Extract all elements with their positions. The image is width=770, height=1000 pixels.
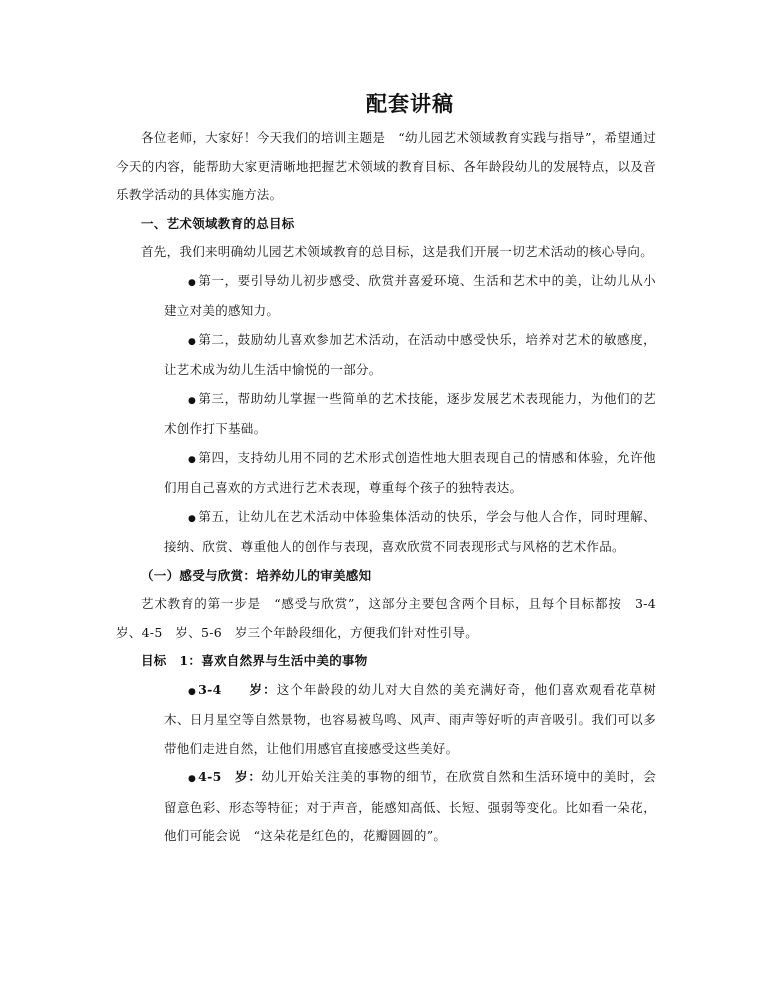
document-body [116,124,669,851]
bullet-icon: ● [188,774,197,784]
bullet-icon: ● [188,336,197,347]
age-label: 3-4 岁： [198,681,277,697]
section-lead-1: 首先，我们来明确幼儿园艺术领域教育的总目标，这是我们开展一切艺术活动的核心导向。 [141,244,654,259]
subsection-heading-1: （一）感受与欣赏：培养幼儿的审美感知 [141,567,372,583]
page-title: 配套讲稿 [366,91,454,116]
bullet-icon: ● [188,454,197,465]
goal-bullet: ● 第四，支持幼儿用不同的艺术形式创造性地大胆表现自己的情感和体验，允许他们用自己喜欢的方式进行艺术表现，尊重每个孩子的独特表达。 [164,444,656,503]
goal-bullet: ● 第三，帮助幼儿掌握一些简单的艺术技能，逐步发展艺术表现能力，为他们的艺术创作打下基础。 [164,385,656,444]
intro-paragraph: 各位老师，大家好！今天我们的培训主题是 “幼儿园艺术领域教育实践与指导”，希望通过今天的内容，能帮助大家更清晰地把握艺术领域的教育目标、各年龄段幼儿的发展特点，以及音乐教学活动的具体实施方法。 [116,130,656,202]
bullet-icon: ● [188,395,197,406]
goal-bullet: ● 第五，让幼儿在艺术活动中体验集体活动的快乐，学会与他人合作，同时理解、接纳、欣赏、尊重他人的创作与表现，喜欢欣赏不同表现形式与风格的艺术作品。 [164,503,656,562]
age-bullet: ● 3-4 岁：这个年龄段的幼儿对大自然的美充满好奇，他们喜欢观看花草树木、日月星空等自然景物，也容易被鸟鸣、风声、雨声等好听的声音吸引。我们可以多带他们走进自然，让他们用感官直接感受这些美好。 [164,676,656,764]
goal-bullet: ● 第一，要引导幼儿初步感受、欣赏并喜爱环境、生活和艺术中的美，让幼儿从小建立对美的感知力。 [164,267,656,326]
bullet-icon: ● [188,277,197,288]
bullet-icon: ● [188,686,197,697]
age-label: 4-5 岁： [198,769,262,784]
age-bullet: ● 4-5 岁：幼儿开始关注美的事物的细节，在欣赏自然和生活环境中的美时，会留意色彩、形态等特征；对于声音，能感知高低、长短、强弱等变化。比如看一朵花，他们可能会说 “这朵花是红色的，花瓣圆圆的”。 [164,763,656,851]
goal-heading-1: 目标 1：喜欢自然界与生活中美的事物 [141,653,368,668]
bullet-icon: ● [188,513,197,524]
goal-bullet: ● 第二，鼓励幼儿喜欢参加艺术活动，在活动中感受快乐，培养对艺术的敏感度，让艺术成为幼儿生活中愉悦的一部分。 [164,326,656,385]
section-heading-1: 一、艺术领域教育的总目标 [141,215,295,231]
subsection-lead-1: 艺术教育的第一步是 “感受与欣赏”，这部分主要包含两个目标，且每个目标都按 3-4 岁、4-5 岁、5-6 岁三个年龄段细化，方便我们针对性引导。 [116,596,669,640]
